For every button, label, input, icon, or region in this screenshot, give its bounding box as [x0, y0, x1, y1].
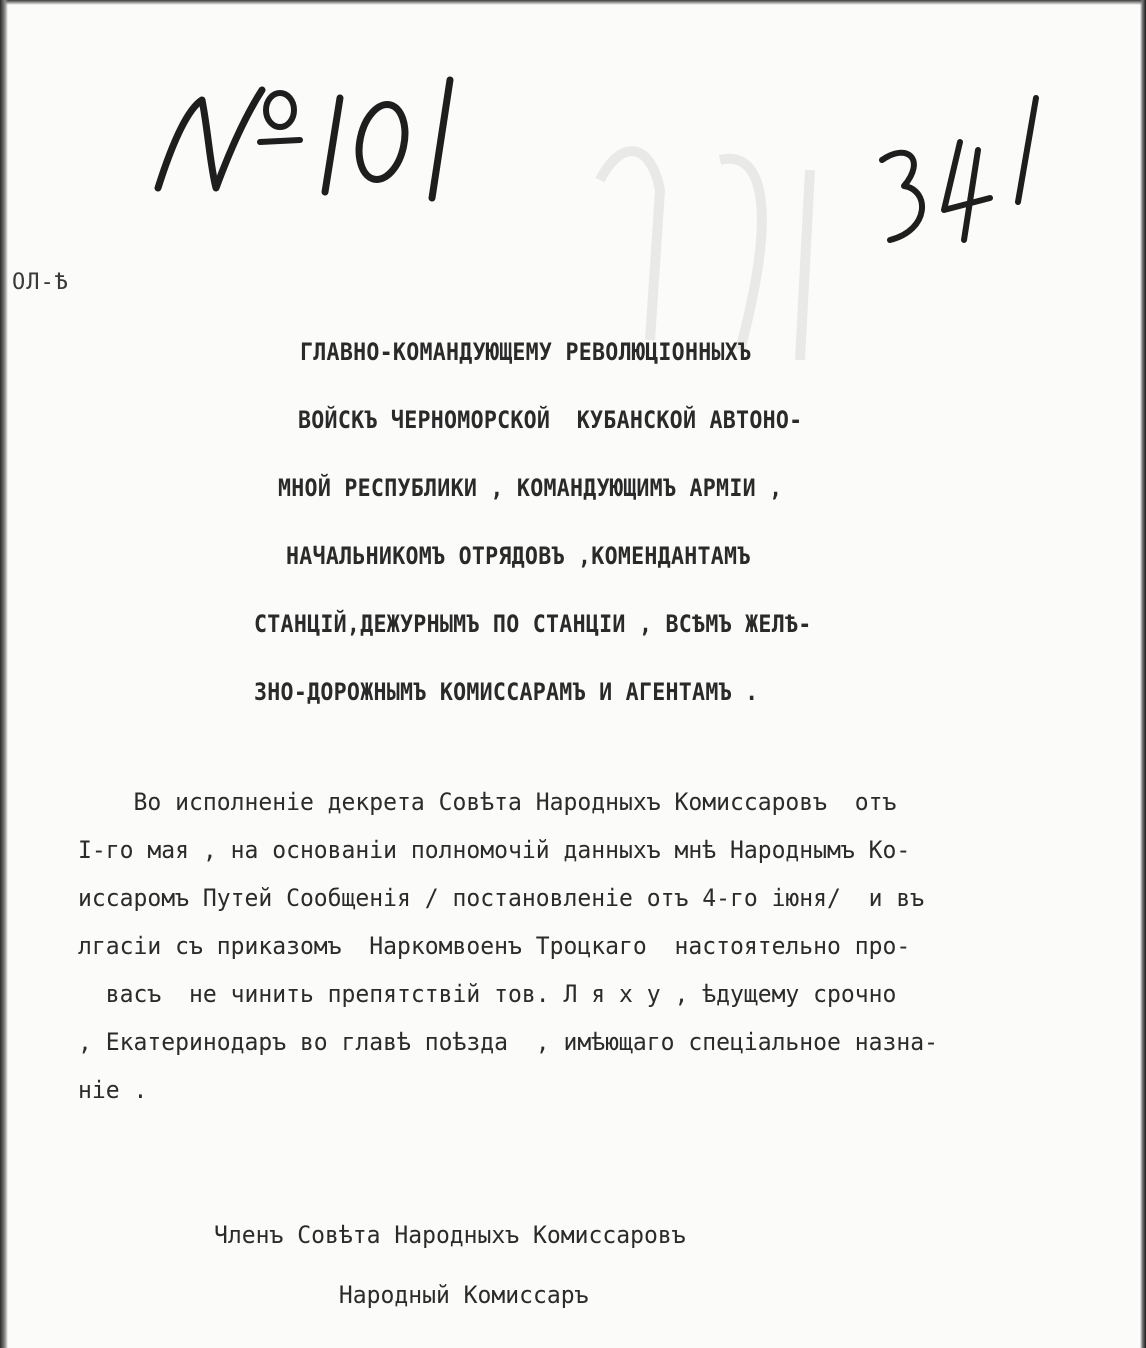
signature-line: Членъ Совѣта Народныхъ Комиссаровъ	[214, 1221, 686, 1249]
heading-line: МНОЙ РЕСПУБЛИКИ , КОМАНДУЮЩИМЪ АРМІИ ,	[278, 474, 783, 502]
heading-line: ЗНО-ДОРОЖНЫМЪ КОМИССАРАМЪ И АГЕНТАМЪ .	[254, 678, 759, 706]
body-line: лгасіи съ приказомъ Наркомвоенъ Троцкаго настоятельно про-	[78, 932, 911, 960]
body-paragraph	[78, 778, 1138, 1114]
scan-edge-right	[1140, 0, 1146, 1348]
body-line: I-го мая , на основаніи полномочій данныхъ мнѣ Народнымъ Ко-	[78, 836, 911, 864]
handwritten-corner-mark	[868, 90, 1048, 260]
handwritten-number-mark	[150, 70, 480, 210]
heading-line: СТАНЦІЙ,ДЕЖУРНЫМЪ ПО СТАНЦІИ , ВСѢМЪ ЖЕЛѢ-	[254, 610, 812, 638]
heading-line: ГЛАВНО-КОМАНДУЮЩЕМУ РЕВОЛЮЦІОННЫХЪ	[300, 338, 752, 366]
margin-mark: ОЛ-Ѣ	[12, 270, 69, 295]
scan-edge-top	[0, 0, 1146, 5]
scan-edge-left	[0, 0, 8, 1348]
address-heading	[254, 318, 1100, 726]
signature-line: Народный Комиссаръ	[214, 1281, 589, 1309]
body-line: , Екатеринодаръ во главѣ поѣзда , имѣющаго спеціальное назна-	[78, 1028, 939, 1056]
body-line: васъ не чинить препятствій тов. Л я х у , ѣдущему срочно	[78, 980, 897, 1008]
heading-line: ВОЙСКЪ ЧЕРНОМОРСКОЙ КУБАНСКОЙ АВТОНО-	[298, 406, 803, 434]
body-line: ніе .	[78, 1076, 148, 1104]
body-line: Во исполненіе декрета Совѣта Народныхъ Комиссаровъ отъ	[78, 788, 897, 816]
body-line: иссаромъ Путей Сообщенія / постановленіе отъ 4-го іюня/ и въ	[78, 884, 925, 912]
heading-line: НАЧАЛЬНИКОМЪ ОТРЯДОВЪ ,КОМЕНДАНТАМЪ	[286, 542, 751, 570]
signature-block	[214, 1205, 1114, 1325]
